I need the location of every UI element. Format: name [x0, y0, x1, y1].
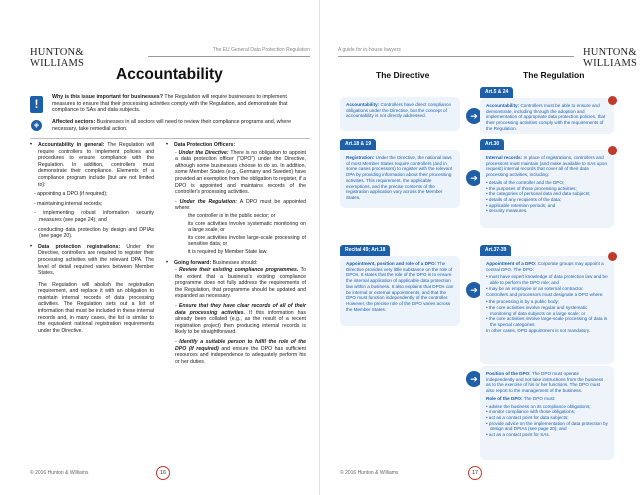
under-regulation-text: A DPO must be appointed where:	[175, 198, 306, 212]
list-item: • security measures.	[486, 208, 528, 214]
list-item: • monitor compliance with those obligations;	[486, 409, 576, 415]
box-text: The DPO must operate independently and not take instructions from the business as to the exercise of his or her functions. The DPO must also report to the management of the business.	[486, 371, 604, 394]
registrations-text: Under the Directive, controllers are required to register their processing activities with the relevant DPA. The level of detail required varies between Member States.	[38, 243, 154, 277]
box-label: Registration:	[346, 155, 375, 160]
footer-copyright: © 2016 Hunton & Williams	[30, 470, 89, 476]
list-item: • the categories of personal data and data subjects;	[486, 191, 591, 197]
box-text: The Directive provides very little substance on the role of DPOs. It states that the role of the DPO is to ensure the internal application of applicable data protection law within a business. It also explains that DPOs can be internal or external appointments, and that the DPO must function independently of the controller. However, the precise role of the DPO varies across the Member States.	[346, 261, 454, 312]
under-regulation-label: Under the Regulation:	[179, 198, 238, 205]
regulation-records-paragraph: The Regulation will abolish the registration requirement, and replace it with an obligation to maintain internal records of data processing activities. The Regulation sets out a list of information that must be included in these internal records and, in many cases, the list is similar to the equivalent national registration requirements under the Directive.	[38, 281, 154, 334]
box-text: Under the Directive, the national laws of most Member States require controllers (and in some cases processors) to register with the relevant DPA by providing information about their processing activities. This requirement, the applicable exemptions, and the precise contents of the registration application vary across the Member States.	[346, 155, 453, 200]
box-paragraph	[486, 396, 608, 402]
status-badge-icon	[608, 146, 617, 155]
under-directive-label: Under the Directive:	[178, 149, 229, 156]
regulation-box-dpo-position-role	[480, 366, 614, 460]
directive-box-accountability	[340, 97, 460, 131]
arrow-right-icon: ➔	[466, 282, 482, 298]
arrow-right-icon: ➔	[466, 371, 482, 387]
box-label: Accountability:	[486, 103, 520, 108]
list-item-text: maintaining internal records;	[37, 200, 103, 207]
going-forward-text: Businesses should:	[211, 259, 258, 266]
list-item: • advise the business on its compliance obligations;	[486, 403, 591, 409]
list-item: its core activities involve systematic monitoring on a large scale; or	[188, 220, 306, 234]
callout-divider	[30, 138, 310, 139]
column-heading-regulation: The Regulation	[523, 70, 585, 80]
dpo-heading	[166, 142, 306, 149]
list-item: • must have expert knowledge of data protection law and be able to perform the DPO role; and	[486, 274, 608, 286]
box-text: The DPO must:	[522, 395, 556, 401]
under-directive-text: There is no obligation to appoint a data protection officer ("DPO") under the Directive, although some businesses choose to do so. In addition, some Member States (e.g., Germany and Sweden) have provided an exemption from the obligation to register, if a DPO is appointed and maintains records of the controller's processing activities.	[175, 149, 306, 196]
list-item-text: conducting data protection by design and DPIAs (see page 20).	[38, 226, 154, 240]
box-paragraph: In other cases, DPO appointment is not mandatory.	[486, 327, 591, 333]
running-head: A guide for in-house lawyers	[338, 47, 574, 57]
list-item: • applicable retention periods; and	[486, 202, 556, 208]
list-item: • the purposes of those processing activities;	[486, 185, 577, 191]
box-label: Accountability:	[346, 102, 380, 107]
regulation-box-dpo-appointment	[480, 256, 614, 364]
recommendation-item: - Review their existing compliance programmes. To the extent that a business's existing compliance programme does not fully address the requirements of the Regulation, that programme should be updated and expanded as necessary.	[175, 267, 307, 300]
box-label: Appointment, position and role of a DPO:	[346, 261, 437, 266]
box-label: Appointment of a DPO:	[486, 261, 537, 266]
status-badge-icon	[608, 252, 617, 261]
hunton-williams-logo	[30, 48, 84, 69]
going-forward-paragraph	[166, 260, 306, 267]
logo-line-1: HUNTON&	[30, 47, 84, 58]
list-item: • the processing is by a public body;	[486, 299, 560, 305]
box-paragraph	[486, 261, 608, 272]
sectors-icon: ◈	[31, 120, 42, 131]
article-tag: Art.18 & 19	[340, 139, 376, 150]
list-item: • act as a contact point for data subjects;	[486, 414, 569, 420]
hunton-williams-logo	[583, 48, 637, 69]
list-item: • may be an employee or an external contractor.	[486, 285, 584, 291]
under-regulation-paragraph: - Under the Regulation: A DPO must be appointed where:	[175, 198, 306, 212]
recommendation-item: - Identify a suitable person to fulfil the role of the DPO (if required) and ensure the DPO has sufficient resources and independence to adequately perform his or her duties.	[175, 339, 306, 365]
regulation-box-internal-records	[480, 150, 614, 228]
box-label: Position of the DPO:	[486, 371, 531, 376]
list-item: - appointing a DPO (if required);	[34, 191, 108, 198]
article-tag: Recital 49; Art.18	[340, 245, 390, 256]
box-text: Corporate groups may appoint a central DPO. The DPO:	[486, 261, 604, 272]
left-column-a	[30, 142, 154, 337]
affected-sectors-text	[52, 119, 310, 132]
sectors-text: Businesses in all sectors will need to review their compliance programs and, where necessary, take remedial action.	[52, 119, 292, 132]
list-item: • the core activities involve large-scale processing of data in the special categories.	[486, 316, 608, 328]
article-tag: Art.30	[480, 139, 504, 150]
list-item: the controller is in the public sector; or	[188, 212, 276, 219]
recommendation-label: Ensure that they have clear records of all of their data processing activities.	[175, 303, 306, 316]
page-number: 17	[468, 466, 482, 480]
box-label: Role of the DPO:	[486, 395, 523, 401]
directive-box-dpo	[340, 256, 460, 326]
why-text: The Regulation will require businesses to implement measures to ensure that their processing activities comply with the Regulation, and demonstrate that compliance to SAs and data subjects.	[52, 94, 288, 114]
logo-line-1: HUNTON&	[583, 47, 637, 58]
recommendation-label: Identify a suitable person to fulfil the role of the DPO (if required)	[175, 339, 306, 352]
records-list	[486, 180, 608, 214]
registrations-paragraph	[30, 244, 154, 277]
list-item-text: implementing robust information security measures (see page 24); and	[39, 210, 154, 223]
why-label: Why is this issue important for businesses?	[52, 94, 163, 100]
recommendation-label: Review their existing compliance programmes.	[179, 267, 299, 274]
list-item: - maintaining internal records;	[34, 200, 103, 207]
list-item: its core activities involve large-scale processing of sensitive data; or	[188, 234, 306, 248]
importance-callout	[30, 94, 310, 138]
box-paragraph	[486, 155, 608, 178]
left-column-b	[166, 142, 306, 368]
list-item: • provide advice on the implementation of data protection by design and DPIAs (see page 20); and	[486, 420, 608, 432]
accountability-paragraph	[30, 142, 154, 188]
list-item: • details of any recipients of the data;	[486, 196, 562, 202]
accountability-text: The Regulation will require controllers to implement policies and procedures to ensure compliance with the Regulation. In addition, controllers must demonstrate their compliance. Elements of a compliance program include (but are not limited to):	[38, 142, 154, 188]
list-item-text: appointing a DPO (if required);	[37, 191, 108, 198]
page-number: 16	[156, 466, 170, 480]
why-important-text	[52, 94, 310, 114]
designate-list	[486, 299, 608, 328]
recommendation-text: If this information has already been collated (e.g., as the result of a recent registration project) then producing internal records is likely to be straightforward.	[175, 309, 306, 336]
list-item: - implementing robust information security measures (see page 24); and	[34, 210, 154, 223]
status-badge-icon	[608, 96, 617, 105]
recommendation-text: and ensure the DPO has sufficient resources and independence to adequately perform his or her duties.	[175, 345, 306, 365]
arrow-right-icon: ➔	[466, 170, 482, 186]
running-head: The EU General Data Protection Regulation	[148, 47, 310, 57]
going-forward-label: Going forward:	[174, 259, 212, 266]
dpo-label: Data Protection Officers:	[174, 142, 236, 148]
regulation-box-accountability	[480, 98, 614, 134]
list-item: • the core activities involve regular and systematic monitoring of data subjects on a large scale; or	[486, 304, 588, 316]
exclamation-icon: !	[30, 96, 43, 113]
role-list	[486, 404, 608, 438]
box-label: Internal records:	[486, 155, 523, 160]
box-paragraph	[486, 371, 608, 394]
list-item: • act as a contact point for SAs.	[486, 432, 550, 438]
recommendation-item: - Ensure that they have clear records of all of their data processing activities. If this information has already been collated (e.g., as the result of a recent registration project) then producing internal records is likely to be straightforward.	[175, 303, 306, 336]
list-item: it is required by Member State law.	[188, 248, 268, 255]
registrations-label: Data protection registrations:	[38, 243, 121, 250]
list-item: • details of the controller and the DPO;	[486, 179, 565, 185]
box-paragraph: Controllers and processors must designate a DPO where:	[486, 291, 604, 297]
article-tag: Art.37-39	[480, 245, 511, 256]
box-text: In place of registrations, controllers and processors must maintain (and make available to SAs upon request) internal records that cover all of their data processing activities, including:	[486, 155, 608, 178]
under-directive-paragraph: - Under the Directive: There is no obligation to appoint a data protection officer ("DPO") under the Directive, although some businesses choose to do so. In addition, some Member States (e.g., Germany and Sweden) have provided an exemption from the obligation to register, if a DPO is appointed and maintains records of the controller's processing activities.	[175, 149, 306, 196]
column-heading-directive: The Directive	[376, 70, 430, 80]
logo-line-2: WILLIAMS	[30, 57, 85, 69]
directive-box-registration	[340, 150, 460, 208]
arrow-right-icon: ➔	[466, 108, 482, 124]
footer-copyright: © 2016 Hunton & Williams	[340, 470, 399, 476]
accountability-label: Accountability in general:	[38, 142, 105, 148]
article-tag: Art.5 & 24	[480, 87, 513, 98]
sectors-label: Affected sectors:	[52, 119, 96, 125]
box-text: Controllers must be able to ensure and demonstrate, including through the adoption and implementation of appropriate data protection policies, that their processing activities comply with the requirements of the Regulation.	[486, 103, 606, 131]
logo-line-2: WILLIAMS	[583, 57, 638, 69]
dpo-list	[486, 274, 608, 291]
box-text: Controllers have direct compliance obligations under the Directive, but the concept of accountability is not directly addressed.	[346, 102, 451, 119]
list-item: - conducting data protection by design and DPIAs (see page 20).	[34, 226, 154, 240]
recommendation-text: To the extent that a business's existing compliance programme does not fully address the requirements of the Regulation, that programme should be updated and expanded as necessary.	[175, 267, 307, 300]
page-title: Accountability	[116, 66, 223, 83]
